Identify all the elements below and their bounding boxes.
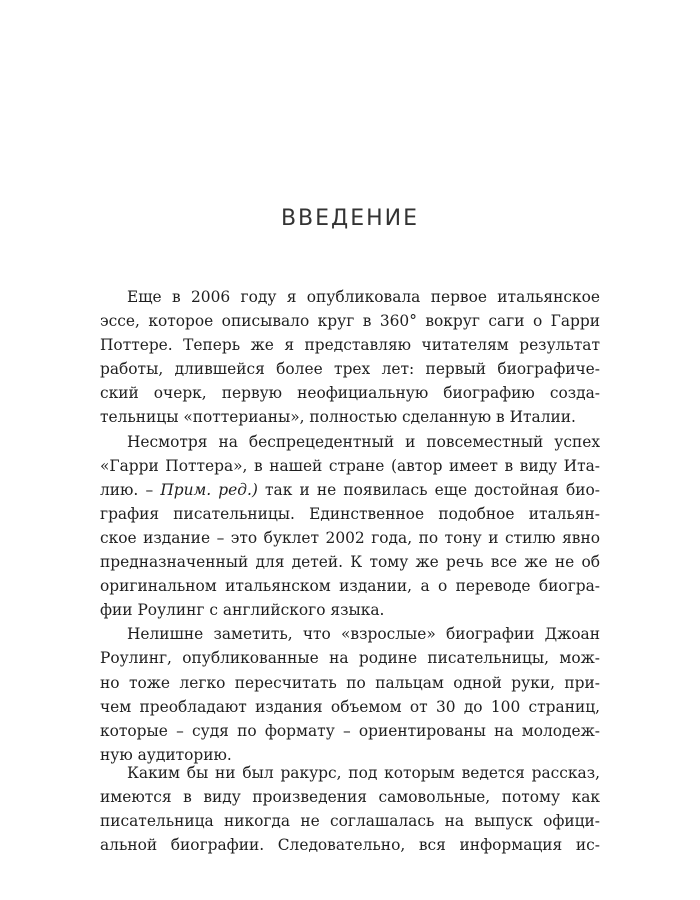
text-line: Роулинг, опубликованные на родине писательницы, мож- <box>100 649 600 668</box>
text-line: ский очерк, первую неофициальную биографию созда- <box>100 384 600 403</box>
chapter-title: ВВЕДЕНИЕ <box>280 206 420 231</box>
text-line: графия писательницы. Единственное подобное итальян- <box>100 504 600 523</box>
text-line: Еще в 2006 году я опубликовала первое итальянское <box>127 288 600 306</box>
text-line: чем преобладают издания объемом от 30 до 100 страниц, <box>100 697 600 716</box>
text-line: писательница никогда не соглашалась на выпуск офици- <box>100 812 600 831</box>
text-line: ское издание – это буклет 2002 года, по тону и стилю явно <box>100 528 600 547</box>
text-line: тельницы «поттерианы», полностью сделанную в Италии. <box>100 408 576 427</box>
text-line: фии Роулинг с английского языка. <box>100 601 385 620</box>
text-line-mixed <box>100 478 600 502</box>
text-line: оригинальном итальянском издании, а о переводе биогра- <box>100 577 600 596</box>
text-line: Нелишне заметить, что «взрослые» биографии Джоан <box>127 625 600 644</box>
text-line: альной биографии. Следовательно, вся информация ис- <box>100 836 600 855</box>
text-segment: так и не появилась еще достойная био- <box>265 480 600 499</box>
text-line: Несмотря на беспрецедентный и повсеместный успех <box>127 432 600 451</box>
text-line: предназначенный для детей. К тому же речь все же не об <box>100 553 600 572</box>
text-line: Поттере. Теперь же я представляю читателям результат <box>100 336 600 355</box>
text-segment: лию. – <box>100 480 154 499</box>
text-line: которые – судя по формату – ориентированы на молодеж- <box>100 721 600 740</box>
text-line: работы, длившейся более трех лет: первый биографиче- <box>100 360 600 379</box>
text-line: имеются в виду произведения самовольные, потому как <box>100 788 600 807</box>
text-line: «Гарри Поттера», в нашей стране (автор имеет в виду Итa- <box>100 456 600 475</box>
editor-note: Прим. ред.) <box>160 480 258 499</box>
body-text <box>100 285 600 767</box>
text-line: но тоже легко пересчитать по пальцам одной руки, при- <box>100 673 600 692</box>
text-line: эссе, которое описывало круг в 360° вокруг саги о Гарри <box>100 312 600 331</box>
text-line: ную аудиторию. <box>100 745 232 764</box>
body-text-continued <box>100 761 600 857</box>
text-line: Каким бы ни был ракурс, под которым ведется рассказ, <box>127 764 600 782</box>
